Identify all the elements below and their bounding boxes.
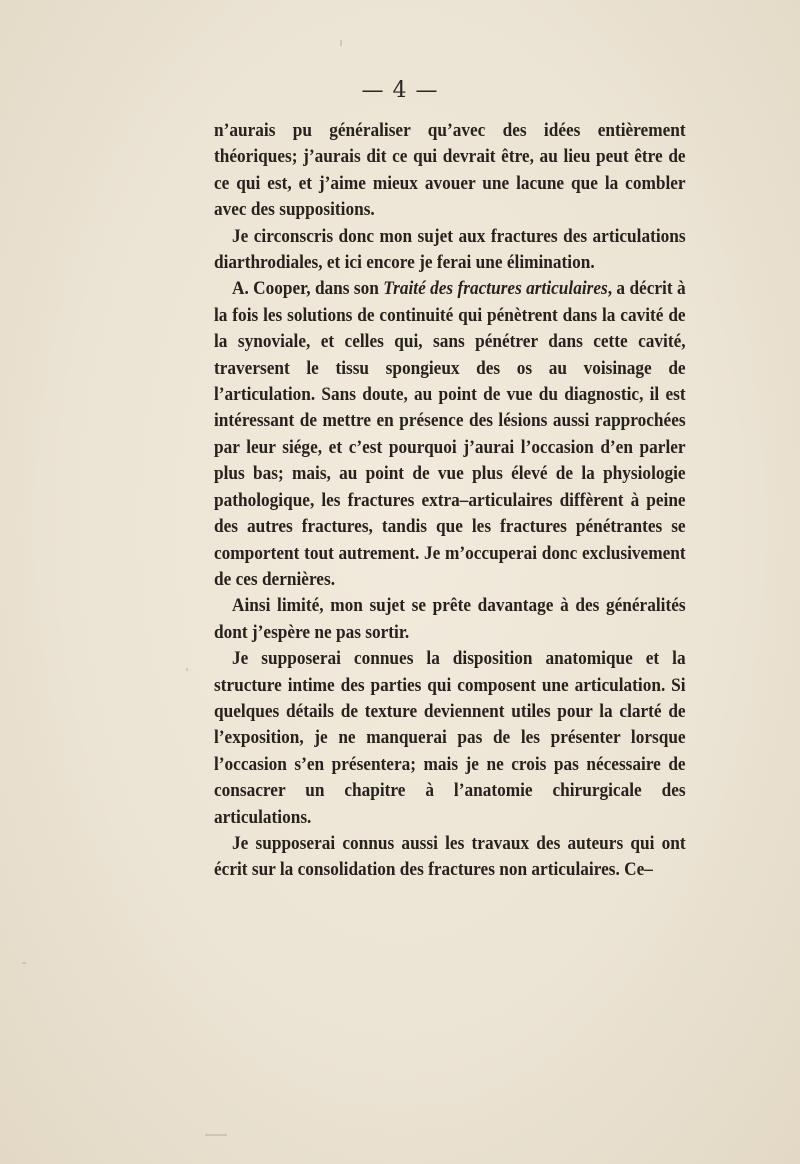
page-number: — 4 — — [361, 78, 439, 103]
paragraph: n’aurais pu généraliser qu’avec des idées entièrement théoriques; j’aurais dit ce qui devrait être, au lieu peut être de ce qui est, et j’aime mieux avouer une lacune que la combler avec des suppositions. — [214, 120, 686, 221]
paragraph: Je circonscris donc mon sujet aux fractures des articulations diarthrodiales, et ici encore je ferai une élimination. — [214, 225, 686, 274]
paragraph: Je supposerai connues la disposition anatomique et la structure intime des parties qui composent une articulation. Si quelques détails de texture deviennent utiles pour la clarté de l’exposition, je ne manquerai pas de les présenter lorsque l’occasion s’en présentera; mais je ne crois pas nécessaire de consacrer un chapitre à l’anatomie chirurgicale des articulations. — [214, 648, 686, 828]
paper-speck — [186, 668, 188, 671]
paragraph: Je supposerai connus aussi les travaux des auteurs qui ont écrit sur la consolidation des fractures non articulaires. Ce– — [214, 832, 686, 881]
paper-speck — [205, 1134, 227, 1136]
paragraph-text: A. Cooper, dans son — [232, 278, 384, 300]
paper-speck — [22, 962, 26, 964]
paragraph: Ainsi limité, mon sujet se prête davantage à des généralités dont j’espère ne pas sortir. — [214, 595, 686, 643]
paper-speck — [340, 40, 342, 46]
body-text — [214, 118, 686, 884]
book-title: Traité des fractures articulaires — [383, 278, 608, 300]
paragraph-text: , a décrit à la fois les solutions de continuité qui pénètrent dans la cavité de la synoviale, et celles qui, sans pénétrer dans cette cavité, traversent le tissu spongieux des os au voisinage de l’articulation. Sans doute, au point de vue du diagnostic, il est intéressant de mettre en présence des lésions aussi rapprochées par leur siége, et c’est pourquoi j’aurai l’occasion d’en parler plus bas; mais, au point de vue plus élevé de la physiologie pathologique, les fractures extra–articulaires diffèrent à peine des autres fractures, tandis que les fractures pénétrantes se comportent tout autrement. Je m’occuperai donc exclusivement de ces dernières. — [214, 278, 686, 590]
paragraph — [214, 276, 686, 593]
